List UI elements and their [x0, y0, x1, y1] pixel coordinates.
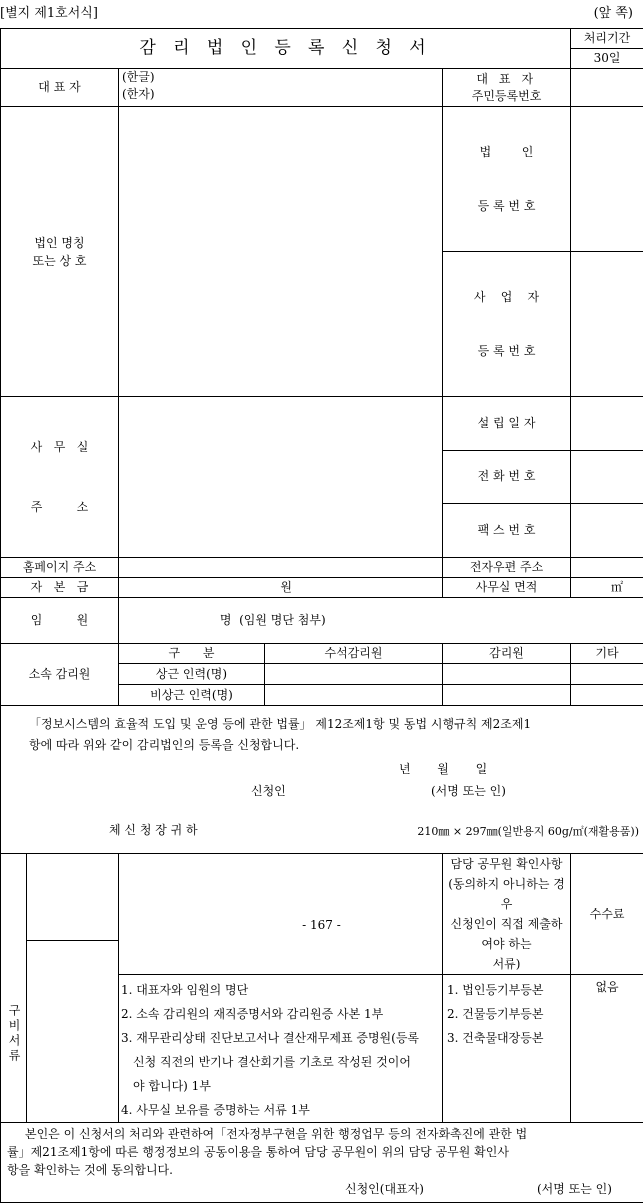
- phone-label: 전 화 번 호: [443, 450, 571, 504]
- auditors-header-category: 구 분: [119, 644, 265, 664]
- auditors-label: 소속 감리원: [1, 644, 119, 706]
- applicant-doc-item: 신청 직전의 반기나 결산회기를 기초로 작성된 것이어: [121, 1050, 438, 1074]
- corp-reg-field[interactable]: [571, 107, 643, 252]
- capital-field[interactable]: [119, 578, 443, 598]
- declaration-text-2: 항에 따라 위와 같이 감리법인의 등록을 신청합니다.: [29, 735, 619, 756]
- rep-label: 대 표 자: [1, 69, 119, 107]
- office-area-field[interactable]: [571, 578, 643, 598]
- processing-label: 처리기간: [571, 29, 643, 49]
- applicant-doc-item: 야 합니다) 1부: [121, 1074, 438, 1098]
- corp-name-label: 법인 명칭 또는 상 호: [1, 107, 119, 397]
- phone-field[interactable]: [571, 450, 643, 504]
- consent-text-3: 항을 확인하는 것에 동의합니다.: [7, 1161, 637, 1179]
- official-docs-list: [443, 975, 571, 1123]
- consent-text-2: 률」제21조제1항에 따른 행정정보의 공동이용을 통하여 담당 공무원이 위의 담당 공무원 확인사: [7, 1143, 637, 1161]
- consent-sign[interactable]: (서명 또는 인): [537, 1180, 612, 1198]
- fax-label: 팩 스 번 호: [443, 504, 571, 558]
- applicant-doc-item: 1. 대표자와 임원의 명단: [121, 978, 438, 1002]
- capital-unit: 원: [280, 580, 292, 594]
- rep-id-label: 대 표 자 주민등록번호: [443, 69, 571, 107]
- office-area-label: 사무실 면적: [443, 578, 571, 598]
- declaration-text-1: 「정보시스템의 효율적 도입 및 운영 등에 관한 법률」 제12조제1항 및 동법 시행규칙 제2조제1: [29, 714, 619, 735]
- applicant-doc-item: 4. 사무실 보유를 증명하는 서류 1부: [121, 1098, 438, 1122]
- parttime-other-field[interactable]: [571, 685, 643, 706]
- form-number: [별지 제1호서식]: [0, 2, 98, 21]
- est-date-label: 설 립 일 자: [443, 397, 571, 451]
- auditors-header-chief: 수석감리원: [265, 644, 443, 664]
- applicant-docs-list: [119, 975, 443, 1123]
- docs-side-label: 구비서류: [6, 1004, 21, 1064]
- email-label: 전자우편 주소: [443, 558, 571, 578]
- capital-label: 자 본 금: [1, 578, 119, 598]
- docs-side-cell: [1, 854, 119, 1123]
- email-field[interactable]: [571, 558, 643, 578]
- office-address-label: 사 무 실 주 소: [1, 397, 119, 558]
- office-address-field[interactable]: [119, 397, 443, 558]
- official-doc-item: 2. 건물등기부등본: [447, 1002, 566, 1026]
- processing-value: 30일: [571, 49, 643, 69]
- fulltime-other-field[interactable]: [571, 664, 643, 685]
- applicant-doc-item: 2. 소속 감리원의 재직증명서와 감리원증 사본 1부: [121, 1002, 438, 1026]
- corp-name-field[interactable]: [119, 107, 443, 397]
- biz-reg-label: 사 업 자 등 록 번 호: [443, 252, 571, 397]
- fee-header: 수수료: [571, 854, 643, 975]
- fulltime-auditor-field[interactable]: [443, 664, 571, 685]
- auditors-header-auditor: 감리원: [443, 644, 571, 664]
- corp-reg-label: 법 인 등 록 번 호: [443, 107, 571, 252]
- officers-field[interactable]: [119, 598, 643, 644]
- declaration-sign[interactable]: (서명 또는 인): [431, 781, 506, 802]
- fax-field[interactable]: [571, 504, 643, 558]
- official-doc-item: 1. 법인등기부등본: [447, 978, 566, 1002]
- parttime-auditor-field[interactable]: [443, 685, 571, 706]
- application-form: [0, 28, 643, 1203]
- consent-text-1: 본인은 이 신청서의 처리와 관련하여「전자정부구현을 위한 행정업무 등의 전자화촉진에 관한 법: [7, 1125, 637, 1143]
- rep-name-field[interactable]: [119, 69, 443, 107]
- applicant-doc-item: 3. 재무관리상태 진단보고서나 결산재무제표 증명원(등록: [121, 1026, 438, 1050]
- official-check-header: 담당 공무원 확인사항 (동의하지 아니하는 경우 신청인이 직접 제출하여야 하는 서류): [443, 854, 571, 975]
- consent-applicant: 신청인(대표자): [345, 1180, 424, 1198]
- homepage-field[interactable]: [119, 558, 443, 578]
- form-title: 감 리 법 인 등 록 신 청 서: [1, 29, 571, 69]
- declaration-date: 년 월 일: [29, 759, 619, 780]
- rep-kor-label: (한글): [122, 69, 439, 86]
- page-number: - 167 -: [0, 918, 643, 932]
- addressee: 체 신 청 장 귀 하: [29, 820, 619, 841]
- officers-text: 명 (임원 명단 첨부): [220, 613, 326, 627]
- auditors-row-parttime: 비상근 인력(명): [119, 685, 265, 706]
- homepage-label: 홈페이지 주소: [1, 558, 119, 578]
- page-side: (앞 쪽): [594, 2, 633, 21]
- est-date-field[interactable]: [571, 397, 643, 451]
- paper-spec: 210㎜ × 297㎜(일반용지 60g/㎡(재활용품)): [417, 823, 639, 839]
- official-doc-item: 3. 건축물대장등본: [447, 1026, 566, 1050]
- auditors-header-other: 기타: [571, 644, 643, 664]
- consent-section: [1, 1123, 643, 1203]
- declaration-applicant: 신청인: [251, 781, 286, 802]
- rep-id-field[interactable]: [571, 69, 643, 107]
- parttime-chief-field[interactable]: [265, 685, 443, 706]
- rep-han-label: (한자): [122, 86, 439, 103]
- fulltime-chief-field[interactable]: [265, 664, 443, 685]
- area-unit: ㎡: [611, 580, 623, 594]
- biz-reg-field[interactable]: [571, 252, 643, 397]
- officers-label: 임 원: [1, 598, 119, 644]
- fee-value: 없음: [571, 975, 643, 1123]
- auditors-row-fulltime: 상근 인력(명): [119, 664, 265, 685]
